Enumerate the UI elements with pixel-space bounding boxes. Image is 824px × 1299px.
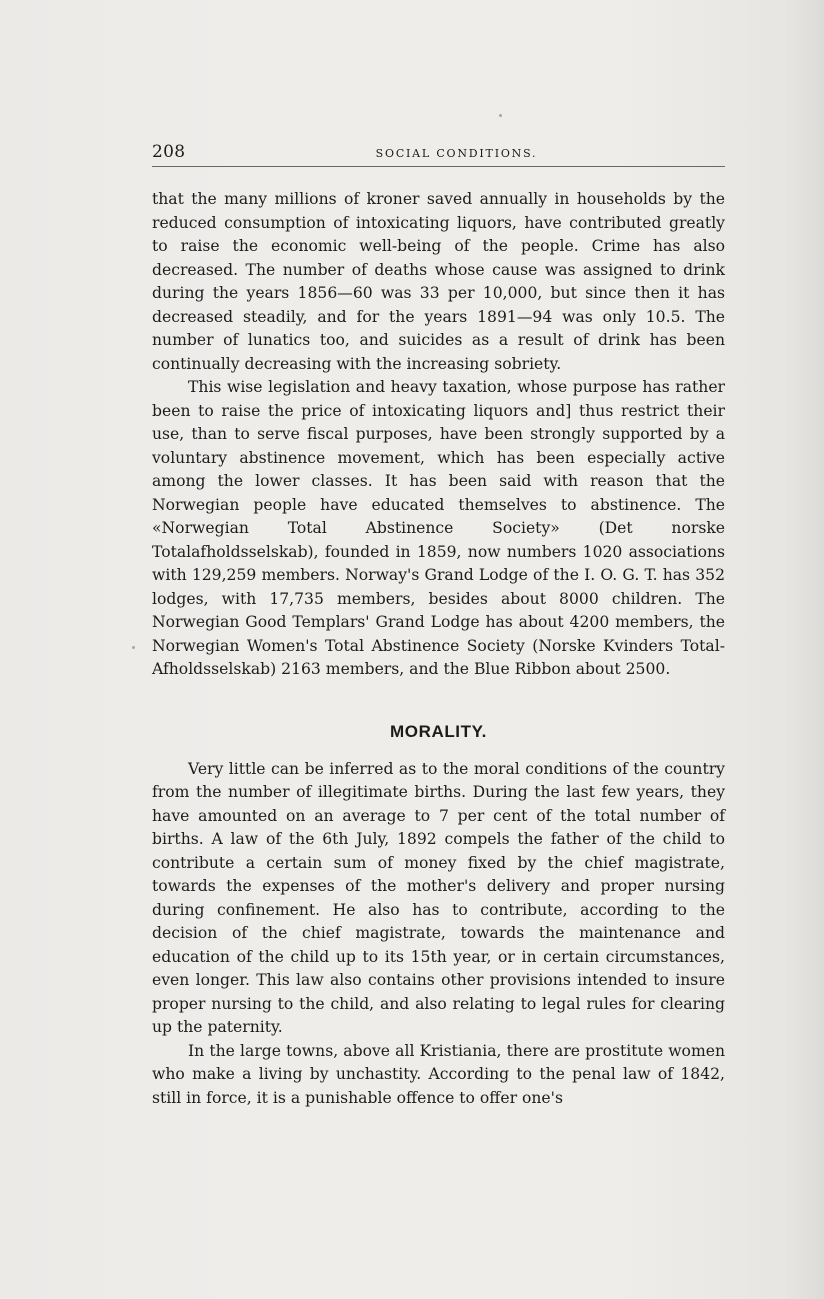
body-text: [152, 188, 725, 1110]
running-title: SOCIAL CONDITIONS.: [375, 147, 538, 160]
page-number: 208: [152, 142, 186, 162]
paper-speck: [499, 114, 502, 117]
paragraph-continued: that the many millions of kroner saved annually in households by the reduced consumption of intoxicating liquors, have contributed greatly to raise the economic well-being of the people. Crime has also decreased. The number of deaths whose cause was assigned to drink during the years 1856—60 was 33 per 10,000, but since then it has decreased steadily, and for the years 1891—94 was only 10.5. The number of lunatics too, and suicides as a result of drink has been continually decreasing with the increasing sobriety.: [152, 190, 725, 373]
section-heading-morality: MORALITY.: [389, 721, 487, 741]
paragraph-illegitimate-births: Very little can be inferred as to the moral conditions of the country from the number of illegitimate births. During the last few years, they have amounted on an average to 7 per cent of the total number of births. A law of the 6th July, 1892 compels the father of the child to contribute a certain sum of money fixed by the chief magistrate, towards the expenses of the mother's delivery and proper nursing during confinement. He also has to contribute, according to the decision of the chief magistrate, towards the maintenance and education of the child up to its 15th year, or in certain circumstances, even longer. This law also contains other provisions intended to insure proper nursing to the child, and also relating to legal rules for clearing up the paternity.: [152, 759, 725, 1036]
page-edge-shadow: [784, 0, 824, 1299]
running-head: [152, 140, 725, 168]
paragraph-prostitution: In the large towns, above all Kristiania, there are prostitute women who make a living by unchastity. According to the penal law of 1842, still in force, it is a punishable offence to offer one's: [152, 1041, 725, 1107]
paper-speck: [132, 646, 135, 649]
paragraph-abstinence-movement: This wise legislation and heavy taxation, whose purpose has rather been to raise the price of intoxicating liquors and] thus restrict their use, than to serve fiscal purposes, have been strongly supported by a voluntary abstinence movement, which has been especially active among the lower classes. It has been said with reason that the Norwegian people have educated themselves to abstinence. The «Norwegian Total Abstinence Society» (Det norske Totalafholdsselskab), founded in 1859, now numbers 1020 associations with 129,259 members. Norway's Grand Lodge of the I. O. G. T. has 352 lodges, with 17,735 members, besides about 8000 children. The Norwegian Good Templars' Grand Lodge has about 4200 members, the Norwegian Women's Total Abstinence Society (Norske Kvinders Total-Afholdsselskab) 2163 members, and the Blue Ribbon about 2500.: [152, 378, 725, 678]
header-rule: [152, 166, 725, 167]
